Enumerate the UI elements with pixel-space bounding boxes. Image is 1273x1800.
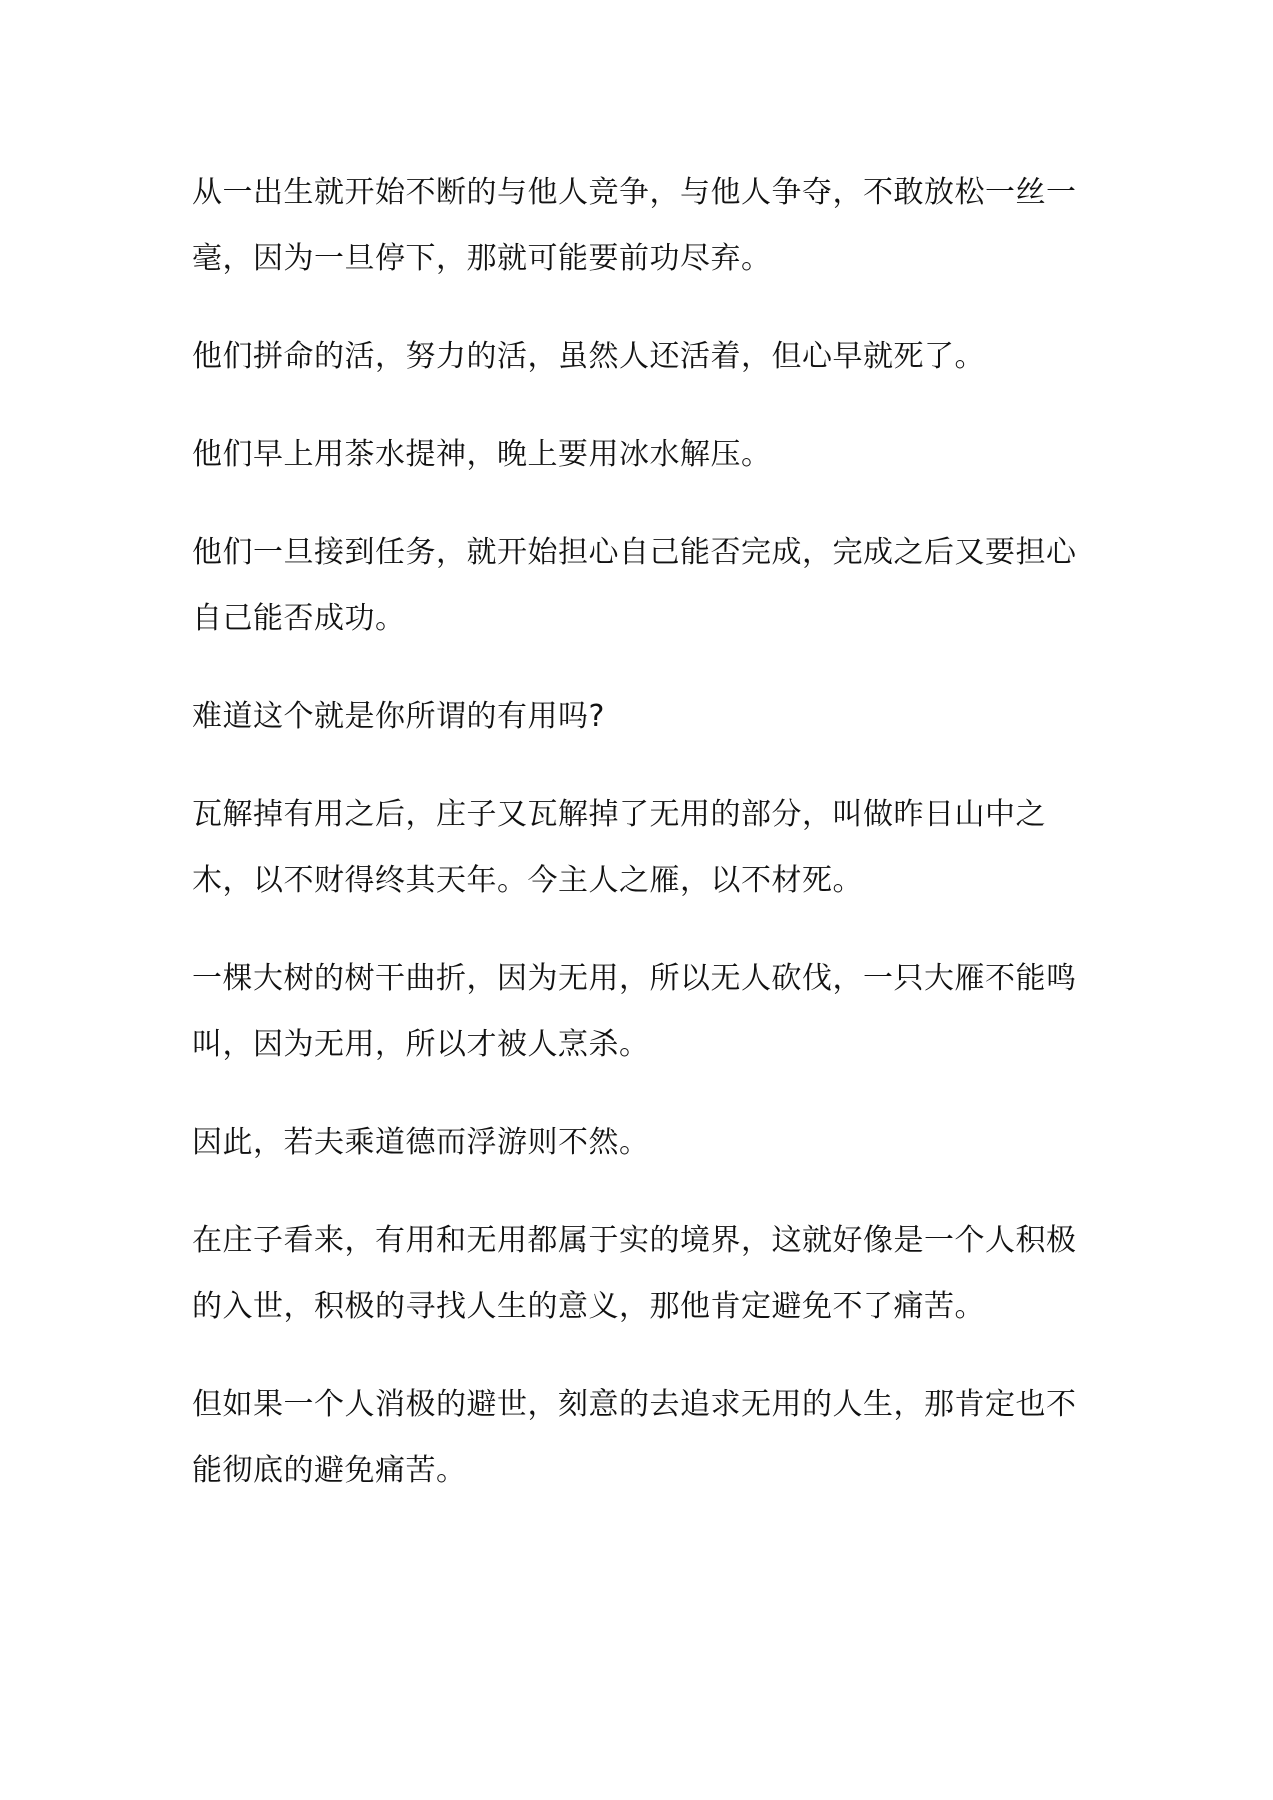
paragraph: 难道这个就是你所谓的有用吗? [192, 699, 605, 734]
paragraph: 他们一旦接到任务，就开始担心自己能否完成，完成之后又要担心自己能否成功。 [192, 535, 1077, 636]
paragraph: 但如果一个人消极的避世，刻意的去追求无用的人生，那肯定也不能彻底的避免痛苦。 [192, 1387, 1077, 1488]
paragraph: 从一出生就开始不断的与他人竞争，与他人争夺，不敢放松一丝一毫，因为一旦停下，那就可能要前功尽弃。 [192, 175, 1077, 276]
paragraph: 因此，若夫乘道德而浮游则不然。 [192, 1125, 650, 1160]
paragraph: 在庄子看来，有用和无用都属于实的境界，这就好像是一个人积极的入世，积极的寻找人生的意义，那他肯定避免不了痛苦。 [192, 1223, 1077, 1324]
paragraph: 一棵大树的树干曲折，因为无用，所以无人砍伐，一只大雁不能鸣叫，因为无用，所以才被人烹杀。 [192, 961, 1077, 1062]
paragraph: 他们早上用茶水提神，晚上要用冰水解压。 [192, 437, 772, 472]
document-body [192, 160, 1092, 1536]
paragraph: 瓦解掉有用之后，庄子又瓦解掉了无用的部分，叫做昨日山中之木，以不财得终其天年。今主人之雁，以不材死。 [192, 797, 1046, 898]
paragraph: 他们拼命的活，努力的活，虽然人还活着，但心早就死了。 [192, 339, 985, 374]
